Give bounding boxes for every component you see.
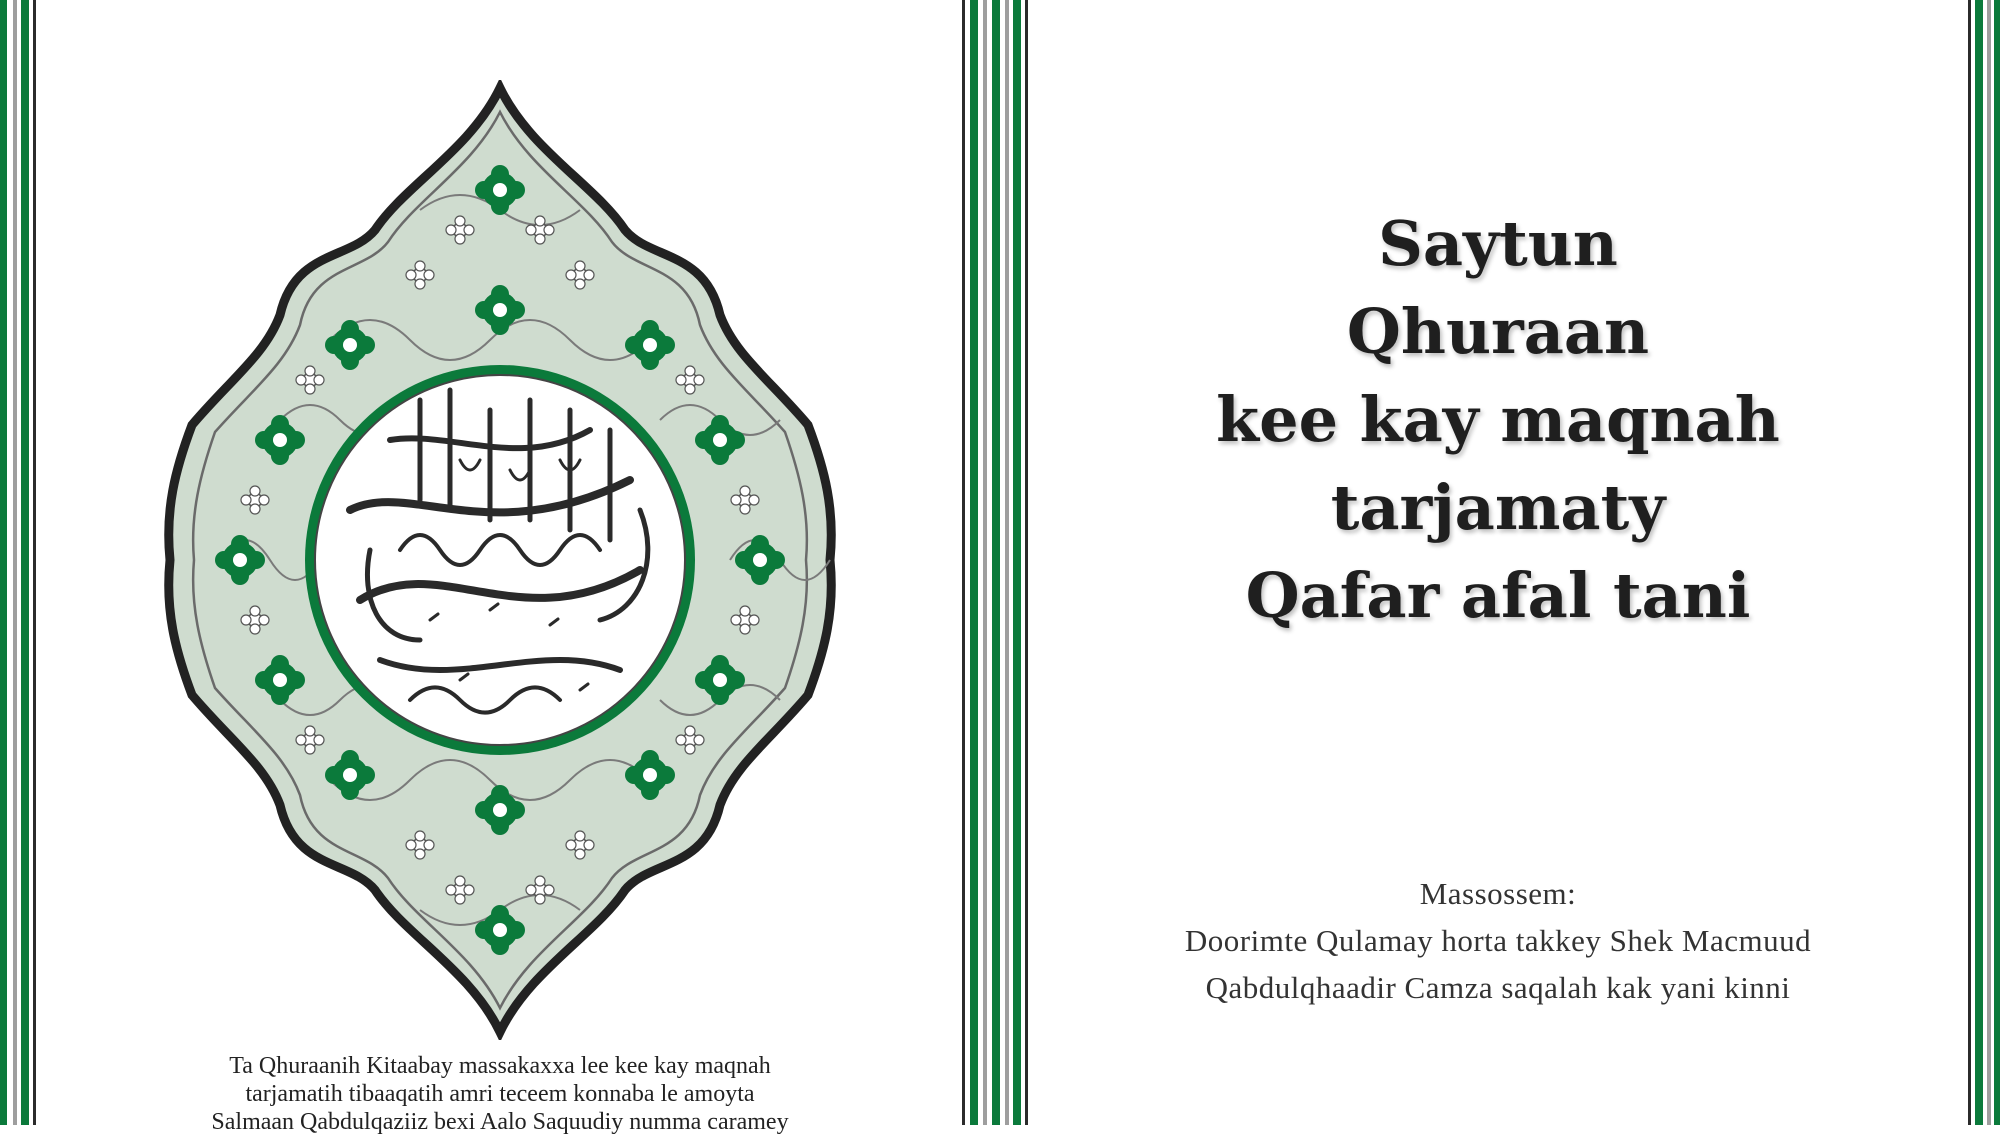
credits-line: Qabdulqhaadir Camza saqalah kak yani kinni (1205, 970, 1791, 1005)
caption-line: Ta Qhuraanih Kitaabay massakaxxa lee kee kay maqnah (229, 1053, 771, 1079)
border-stripe (1987, 0, 1991, 1125)
caption (120, 1052, 880, 1136)
border-stripe (0, 0, 7, 1125)
left-page (40, 0, 960, 1135)
border-stripe (13, 0, 17, 1125)
spine-stripe (1005, 0, 1009, 1125)
spine-stripe (992, 0, 1000, 1125)
border-stripe (1968, 0, 1971, 1125)
border-stripe (21, 0, 29, 1125)
credits (1030, 870, 1966, 1011)
border-stripe (33, 0, 36, 1125)
right-page (1030, 0, 1966, 1125)
spine-stripe (1013, 0, 1021, 1125)
credits-line: Doorimte Qulamay horta takkey Shek Macmuud (1184, 923, 1812, 958)
quran-calligraphy-medallion-icon (160, 80, 840, 1040)
caption-line: tarjamatih tibaaqatih amri teceem konnaba le amoyta (245, 1081, 755, 1107)
spine-stripe (983, 0, 987, 1125)
spine-stripe (970, 0, 978, 1125)
page-title (1030, 200, 1966, 640)
title-line: kee kay maqnah (1216, 383, 1780, 456)
title-line: Qafar afal tani (1245, 559, 1751, 632)
spine-stripe (1025, 0, 1028, 1125)
title-line: Qhuraan (1346, 295, 1650, 368)
credits-line: Massossem: (1419, 876, 1577, 911)
border-stripe (1994, 0, 2000, 1125)
title-line: Saytun (1378, 207, 1618, 280)
title-line: tarjamaty (1330, 471, 1666, 544)
border-stripe (1975, 0, 1983, 1125)
spine-stripe (962, 0, 965, 1125)
caption-line: Salmaan Qabdulqaziiz bexi Aalo Saquudiy numma caramey (211, 1109, 789, 1135)
